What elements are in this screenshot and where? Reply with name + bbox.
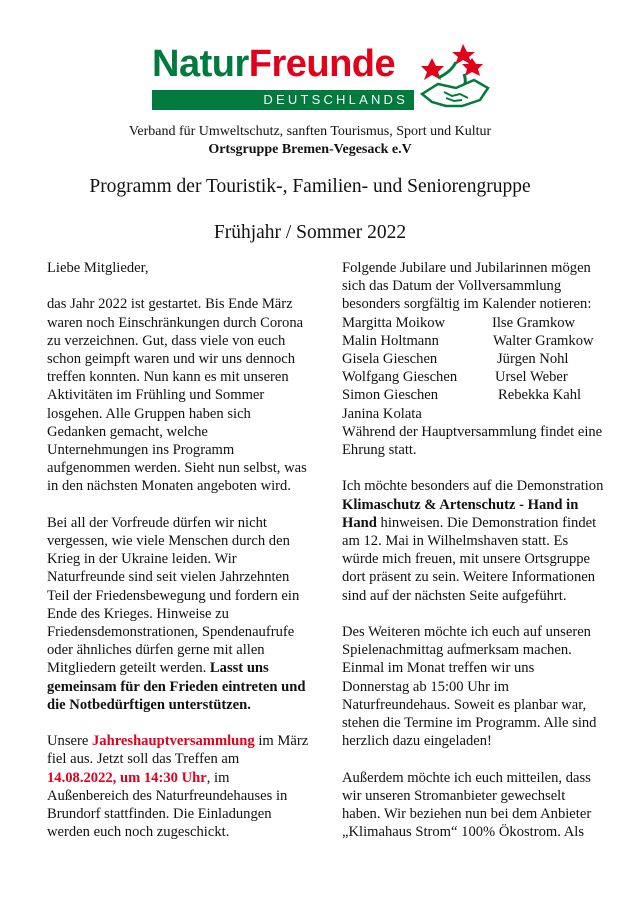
naturfreunde-logo — [152, 44, 492, 120]
assembly-highlight: Jahreshauptversammlung — [91, 733, 255, 750]
right-column — [342, 259, 604, 841]
jubilee-row: Margitta Moikow Ilse Gramkow — [342, 314, 576, 331]
jubilee-row: Janina Kolata — [342, 405, 422, 422]
demonstration-paragraph: Ich möchte besonders auf die Demonstration Klimaschutz & Artenschutz - Hand in Hand hinweisen. Die Demonstration findet am 12. Mai in Wilhelmshaven statt. Es würde mich freuen, mit unsere Ortsgruppe dort präsent zu sein. Weitere Informationen sind auf der nächsten Seite aufgeführt. — [342, 478, 604, 604]
jubilee-list — [342, 314, 604, 423]
logo-subline: DEUTSCHLANDS — [263, 92, 408, 107]
intro-paragraph: das Jahr 2022 ist gestartet. Bis Ende März waren noch Einschränkungen durch Corona zu verzeichnen. Gut, dass viele von euch schon geimpft waren und wir uns dennoch treffen konnten. Nun kann es mit unseren Aktivitäten im Frühling und Sommer losgehen. Alle Gruppen haben sich Gedanken gemacht, welche Unternehmungen ins Programm aufgenommen werden. Sieht nun selbst, was in den nächsten Monaten angeboten wird. — [47, 296, 307, 495]
electricity-paragraph: Außerdem möchte ich euch mitteilen, dass wir unseren Stromanbieter gewechselt haben. Wir beziehen nun bei dem Anbieter „Klimahaus Strom“ 100% Ökostrom. Als — [342, 769, 592, 841]
jubilee-row: Gisela Gieschen Jürgen Nohl — [342, 350, 569, 367]
jubilee-intro: Folgende Jubilare und Jubilarinnen mögen sich das Datum der Vollversammlung besonders sorgfältig im Kalender notieren: — [342, 260, 592, 313]
assembly-paragraph: Unsere Jahreshauptversammlung im März fiel aus. Jetzt soll das Treffen am 14.08.2022, um 14:30 Uhr, im Außenbereich des Naturfreundehauses in Brundorf stattfinden. Die Einladungen werden euch noch zugeschickt. — [47, 733, 309, 841]
program-title: Programm der Touristik-, Familien- und Seniorengruppe — [89, 176, 531, 197]
local-group-name: Ortsgruppe Bremen-Vegesack e.V — [208, 142, 412, 157]
assembly-date: 14.08.2022, um 14:30 Uhr — [47, 769, 207, 786]
jubilee-row: Malin Holtmann Walter Gramkow — [342, 332, 594, 349]
greeting: Liebe Mitglieder, — [47, 260, 149, 276]
peace-paragraph: Bei all der Vorfreude dürfen wir nicht vergessen, wie viele Menschen durch den Krieg in der Ukraine leiden. Wir Naturfreunde sind seit vielen Jahrzehnten Teil der Friedensbewegung und fordern ein Ende des Krieges. Hinweise zu Friedensdemonstrationen, Spendenaufrufe oder ähnliches dürfen gerne mit allen Mitgliedern geteilt werden. Lasst uns gemeinsam für den Frieden eintreten und die Notbedürftigen unterstützen. — [47, 514, 306, 713]
games-paragraph: Des Weiteren möchte ich euch auf unseren Spielenachmittag aufmerksam machen. Einmal im Monat treffen wir uns Donnerstag ab 15:00 Uhr im Naturfreundehaus. Soweit es planbar war, stehen die Termine im Programm. Alle sind herzlich dazu eingeladen! — [342, 623, 597, 750]
jubilee-row: Wolfgang Gieschen Ursel Weber — [342, 369, 568, 386]
season-title: Frühjahr / Sommer 2022 — [213, 222, 407, 243]
left-column — [47, 259, 309, 841]
jubilee-outro: Während der Hauptversammlung findet eine Ehrung statt. — [342, 423, 603, 458]
logo-wordmark: NaturFreunde — [152, 43, 396, 85]
association-tagline: Verband für Umweltschutz, sanften Tourismus, Sport und Kultur — [128, 124, 492, 139]
flower-handshake-icon — [416, 44, 492, 114]
jubilee-row: Simon Gieschen Rebekka Kahl — [342, 387, 582, 404]
